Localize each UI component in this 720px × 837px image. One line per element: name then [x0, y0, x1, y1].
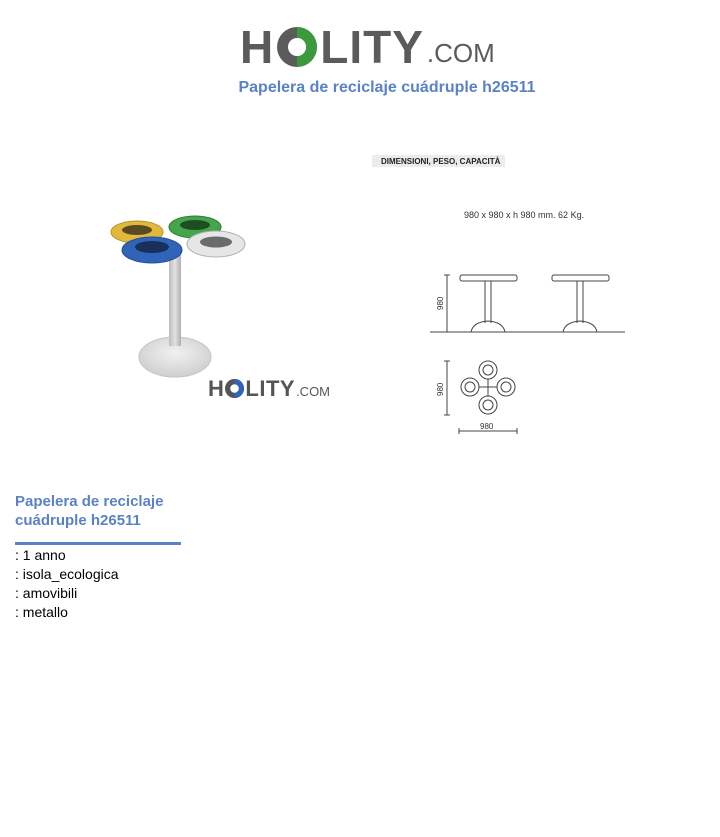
- attribute-material: : metallo: [15, 604, 68, 620]
- technical-drawing: [425, 265, 630, 440]
- bin-blue: [122, 237, 182, 263]
- attribute-warranty: : 1 anno: [15, 547, 66, 563]
- spec-dimensions: 980 x 980 x h 980 mm. 62 Kg.: [464, 210, 585, 220]
- plan-width-dimension-label: 980: [480, 422, 494, 431]
- site-logo[interactable]: [240, 10, 495, 73]
- attribute-list: [15, 546, 119, 622]
- watermark-text-lity: LITY: [245, 376, 296, 401]
- logo-o-icon: [275, 25, 319, 69]
- stand-pole: [169, 250, 181, 346]
- logo-text-lity: LITY: [320, 21, 424, 73]
- height-dimension-label: 980: [436, 296, 445, 310]
- attribute-category: : isola_ecologica: [15, 566, 119, 582]
- plan-height-dimension-label: 980: [436, 382, 445, 396]
- elevation-top-1: [460, 275, 517, 281]
- watermark-o-icon: [224, 378, 245, 399]
- product-photo: [100, 205, 260, 385]
- plan-view: [461, 361, 515, 414]
- attribute-removable: : amovibili: [15, 585, 78, 601]
- logo-text-com: .COM: [426, 38, 495, 68]
- watermark-text-h: H: [208, 376, 225, 401]
- elevation-top-2: [552, 275, 609, 281]
- product-details-title: Papelera de reciclaje cuádruple h26511: [15, 493, 164, 529]
- logo-text-h: H: [240, 21, 275, 73]
- page-title: Papelera de reciclaje cuádruple h26511: [238, 79, 536, 96]
- bin-white: [187, 231, 245, 257]
- title-divider: [15, 542, 181, 545]
- spec-label: DIMENSIONI, PESO, CAPACITÀ: [372, 155, 505, 167]
- product-photo-watermark: [208, 378, 330, 400]
- watermark-text-com: .COM: [296, 384, 331, 399]
